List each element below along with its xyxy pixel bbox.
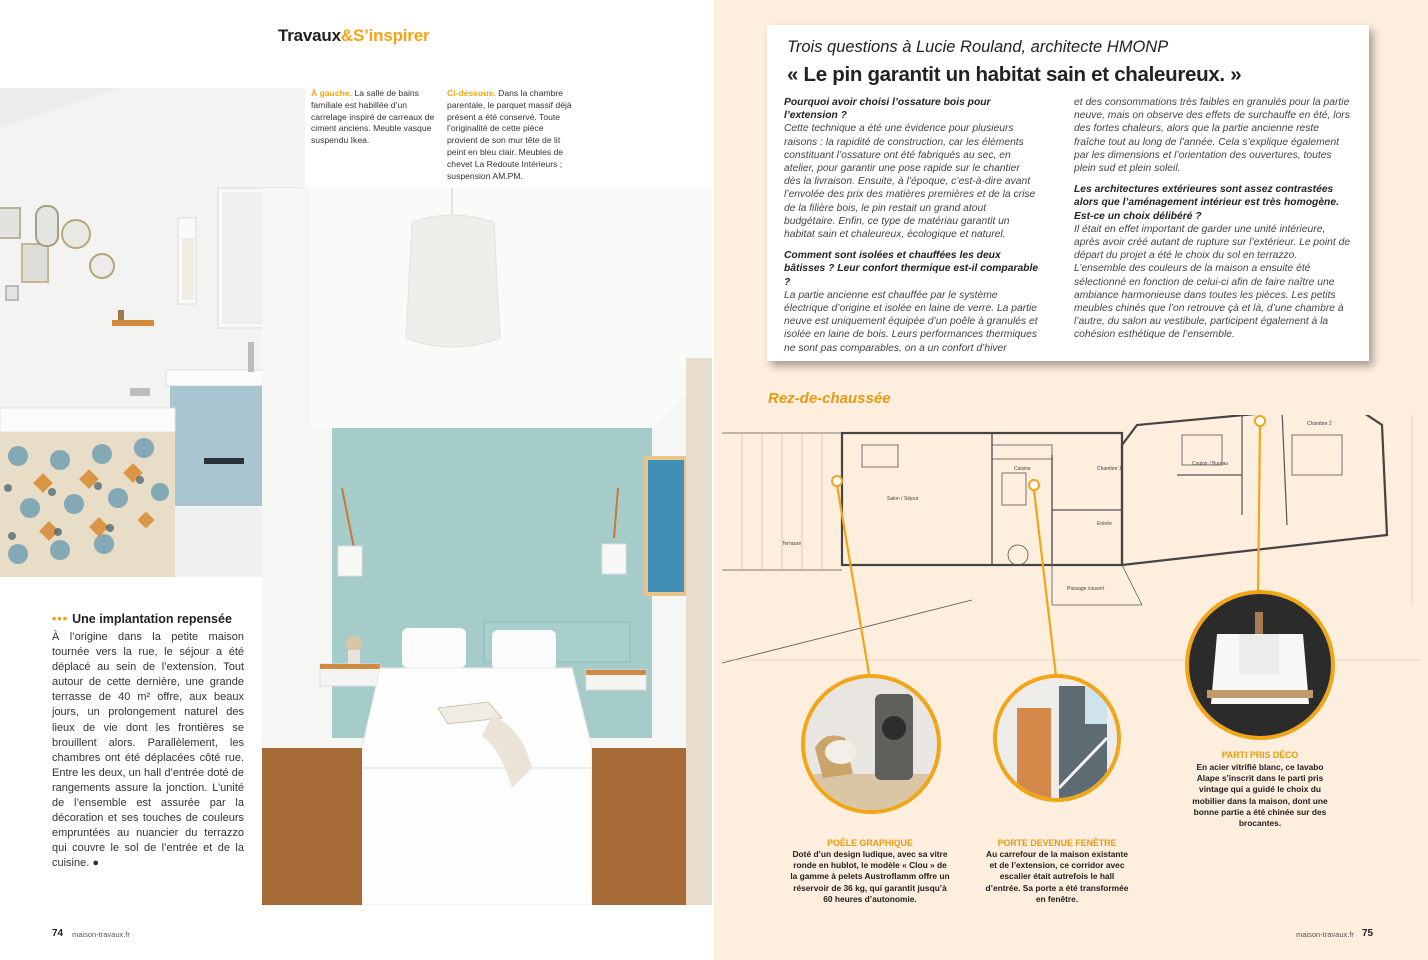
implantation-body: À l’origine dans la petite maison tournée vers la rue, le séjour a été déplacé au sein de l’extension. Tout autour de cette dernière, une grande terrasse de 40 m² offre, aux beaux jours, un prolongement naturel des lieux de vie dont les frontières se brouillent alors. Parallèlement, les chambres ont été déplacées côté rue. Entre les deux, un hall d’entrée doté de rangements assure la jonction. L’unité de l’ensemble est assurée par la décoration et ses touches de couleurs empruntées au nuancier du terrazzo qui couvre le sol de l’entrée et de la cuisine. ● <box>52 631 244 870</box>
caption-left-lead: À gauche. <box>311 88 353 98</box>
room-label: Cuisine <box>1014 466 1031 472</box>
caption-below <box>447 88 572 182</box>
bedroom-photo <box>262 188 712 905</box>
room-label: Passage couvert <box>1067 586 1105 592</box>
sink-photo <box>1185 590 1335 740</box>
implantation-heading <box>52 612 232 626</box>
section-header <box>278 26 429 46</box>
interview-answer: Cette technique a été une évidence pour plusieurs raisons : la rapidité de construction, car les éléments constituant l’ossature ont été fabriqués au sec, en atelier, pour garantir une pose rapide sur le chantier dès la livraison. Ensuite, à l’époque, c’est-à-dire avant l’envolée des prix des matières premières et de la crise de la filière bois, le pin restait un grand atout budgétaire. Enfin, ce type de matériau garantit un habitat sain et chaleureux, écologique et naturel. <box>784 123 1036 241</box>
room-label: Entrée <box>1097 521 1112 527</box>
interview-answer: Il était en effet important de garder une unité intérieure, après avoir créé autant de rupture sur l’extérieur. Le point de départ du projet a été le choix du sol en terrazzo. L’ensemble des couleurs de la maison a ensuite été sélectionné en fonction de celui-ci afin de faire naître une ambiance harmonieuse dans toutes les pièces. Les petits meubles chinés que l’on retrouve çà et là, d’une chambre à l’autre, du salon au vestibule, participent également à la cohésion esthétique de l’ensemble. <box>1074 223 1351 341</box>
caption-left <box>311 88 436 147</box>
room-label: Chambre 1 <box>1097 466 1122 472</box>
interview-answer: La partie ancienne est chauffée par le système électrique d’origine et isolée en laine de verre. La partie neuve est uniquement équipée d’un poêle à granulés et isolée en laine de bois. Leurs performances thermiques ne sont pas comparables, on a un confort d’hiver <box>784 289 1038 354</box>
implantation-title: Une implantation repensée <box>72 612 232 626</box>
callout-text-door: Au carrefour de la maison existante et de l’extension, ce corridor avec escalier était autrefois le hall d’entrée. Sa porte a été transformée en fenêtre. <box>985 849 1129 904</box>
callout-title-stove: POÊLE GRAPHIQUE <box>827 838 913 848</box>
floor-plan-label: Rez-de-chaussée <box>768 390 891 407</box>
interview-qa <box>784 249 1039 355</box>
interview-kicker: Trois questions à Lucie Rouland, architecte HMONP <box>787 38 1169 56</box>
interview-question: Les architectures extérieures sont assez contrastées alors que l’aménagement intérieur est très homogène. Est-ce un choix délibéré ? <box>1074 184 1339 222</box>
interview-qa <box>784 96 1039 241</box>
callout-title-deco: PARTI PRIS DÉCO <box>1221 750 1299 760</box>
caption-below-text: Dans la chambre parentale, le parquet massif déjà présent a été conservé. Toute l’originalité de cette pièce provient de son mur tête de lit peint en bleu clair. Meubles de chevet La Redoute Intérieurs ; suspension AM.PM. <box>447 88 572 181</box>
rubrique-main: Travaux <box>278 26 341 45</box>
room-label: Chambre 2 <box>1307 421 1332 427</box>
interview-col-2 <box>1074 96 1352 350</box>
heading-dots: ••• <box>52 612 69 626</box>
right-page-number: 75 <box>1362 928 1374 939</box>
rubrique-sub: S’inspirer <box>352 26 430 45</box>
room-label: Couloir / Bureau <box>1192 461 1229 467</box>
room-label: Salon / Séjour <box>887 496 919 502</box>
room-label: Terrasse <box>782 541 802 547</box>
bathroom-photo <box>0 88 305 577</box>
interview-question: Comment sont isolées et chauffées les deux bâtisses ? Leur confort thermique est-il comparable ? <box>784 250 1039 288</box>
interview-box <box>767 25 1369 361</box>
interview-qa <box>1074 183 1352 341</box>
interview-question: Pourquoi avoir choisi l’ossature bois pour l’extension ? <box>784 97 991 122</box>
right-site-url: maison-travaux.fr <box>1296 930 1354 939</box>
interview-col-1 <box>784 96 1039 363</box>
corridor-photo <box>993 674 1121 802</box>
interview-answer: et des consommations très faibles en granulés pour la partie neuve, mais on observe des effets de surchauffe en été, lors des fortes chaleurs, alors que la partie ancienne reste fraîche tout au long de l’année. Cela s’explique également par les dimensions et l’orientation des ouvertures, toutes plein sud et plein soleil. <box>1074 97 1350 175</box>
left-site-url: maison-travaux.fr <box>72 930 130 939</box>
caption-below-lead: Ci-dessous. <box>447 88 496 98</box>
stove-photo <box>801 674 941 814</box>
interview-qa <box>1074 96 1352 175</box>
callout-text-stove: Doté d’un design ludique, avec sa vitre ronde en hublot, le modèle « Clou » de la gamme à pelets Austroflamm offre un réservoir de 36 kg, qui garantit jusqu’à 60 heures d’autonomie. <box>790 849 950 904</box>
left-page-number: 74 <box>52 928 64 939</box>
interview-title: « Le pin garantit un habitat sain et chaleureux. » <box>787 63 1242 86</box>
callout-title-door: PORTE DEVENUE FENÊTRE <box>997 838 1117 848</box>
rubrique-amp: & <box>340 26 353 45</box>
caption-left-text: La salle de bains familiale est habillée d’un carrelage inspiré de carreaux de ciment anciens. Meuble vasque suspendu Ikea. <box>311 88 435 146</box>
callout-text-deco: En acier vitrifié blanc, ce lavabo Alape s’inscrit dans le parti pris vintage qui a guidé le choix du mobilier dans la maison, dont une bonne partie a été chinée sur des brocantes. <box>1192 762 1328 829</box>
